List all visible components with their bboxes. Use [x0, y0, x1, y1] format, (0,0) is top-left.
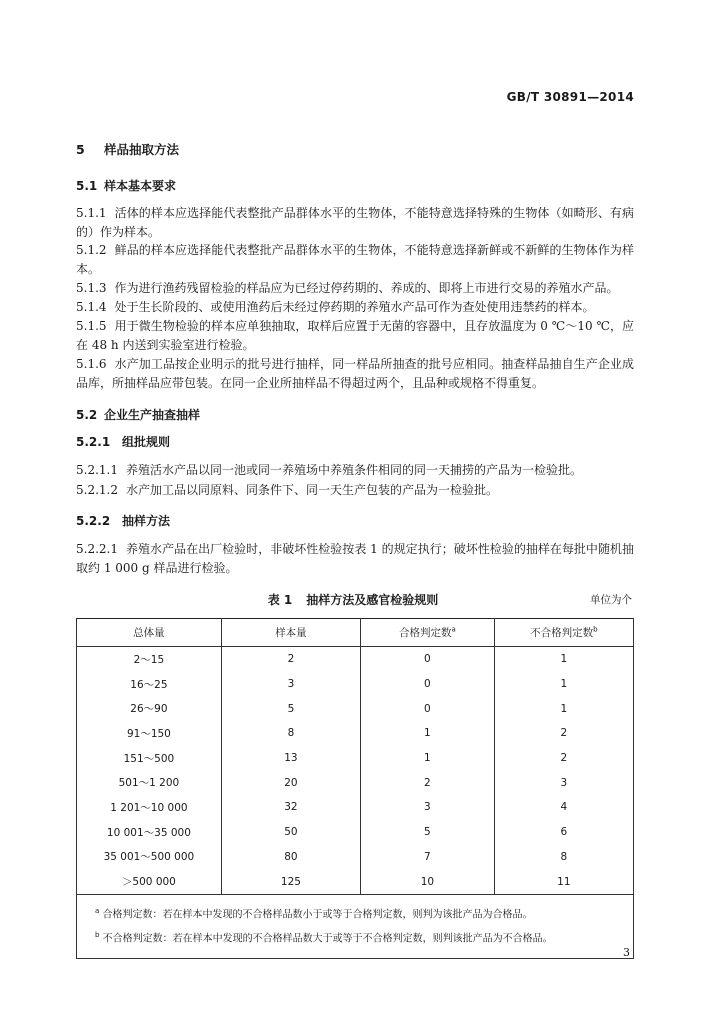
cell-total: 26～90 — [77, 696, 222, 721]
cell-total: 1 201～10 000 — [77, 795, 222, 820]
clause-text: 养殖活水产品以同一池或同一养殖场中养殖条件相同的同一天捕捞的产品为一检验批。 — [125, 463, 582, 477]
cell-total: 16～25 — [77, 672, 222, 697]
section-title: 样品抽取方法 — [104, 142, 180, 157]
cell-sample: 50 — [221, 820, 360, 845]
cell-sample: 80 — [221, 845, 360, 870]
cell-total: 151～500 — [77, 746, 222, 771]
header-accept-label: 合格判定数 — [399, 627, 452, 639]
section-number: 5 — [76, 142, 85, 157]
header-reject — [494, 619, 633, 647]
cell-accept: 1 — [361, 746, 495, 771]
clause-text: 作为进行渔药残留检验的样品应为已经过停药期的、养成的、即将上市进行交易的养殖水产品。 — [114, 281, 619, 295]
cell-total: 2～15 — [77, 647, 222, 672]
table-row — [77, 696, 634, 721]
table-row — [77, 746, 634, 771]
footnote-a-text: 合格判定数：若在样本中发现的不合格样品数小于或等于合格判定数，则判为该批产品为合格品。 — [102, 909, 533, 921]
section-5-heading — [76, 140, 179, 158]
clause-5-1-4 — [76, 298, 634, 317]
cell-reject: 1 — [494, 647, 633, 672]
cell-accept: 0 — [361, 647, 495, 672]
clause-number: 5.2.1.1 — [76, 463, 118, 477]
clause-5-1-2 — [76, 241, 634, 279]
footnote-b-marker: b — [95, 931, 100, 940]
cell-reject: 6 — [494, 820, 633, 845]
section-title: 样本基本要求 — [104, 179, 177, 193]
cell-reject: 3 — [494, 770, 633, 795]
cell-sample: 32 — [221, 795, 360, 820]
page-number: 3 — [623, 946, 630, 959]
clause-text: 鲜品的样本应选择能代表整批产品群体水平的生物体，不能特意选择新鲜或不新鲜的生物体作为样本。 — [76, 243, 634, 276]
cell-reject: 1 — [494, 696, 633, 721]
clause-number: 5.1.3 — [76, 281, 107, 295]
section-5-2-2-heading — [76, 512, 170, 529]
standard-number: GB/T 30891—2014 — [506, 90, 634, 104]
clause-text: 水产加工品以同原料、同条件下、同一天生产包装的产品为一检验批。 — [125, 483, 498, 497]
section-title: 企业生产抽查抽样 — [104, 408, 201, 422]
table-notes-row — [77, 894, 634, 958]
cell-sample: 13 — [221, 746, 360, 771]
clause-5-2-2-1 — [76, 540, 634, 578]
clause-5-1-6 — [76, 355, 634, 393]
section-title: 抽样方法 — [122, 514, 171, 528]
cell-reject: 8 — [494, 845, 633, 870]
cell-total: 10 001～35 000 — [77, 820, 222, 845]
clause-5-2-1-1 — [76, 461, 634, 480]
table-row — [77, 672, 634, 697]
clause-number: 5.1.1 — [76, 206, 107, 220]
clause-text: 用于微生物检验的样本应单独抽取，取样后应置于无菌的容器中，且存放温度为 0 ℃～10 ℃，应在 48 h 内送到实验室进行检验。 — [76, 319, 634, 352]
section-number: 5.2.1 — [76, 435, 111, 449]
clause-number: 5.1.4 — [76, 300, 107, 314]
section-number: 5.1 — [76, 179, 98, 193]
cell-accept: 1 — [361, 721, 495, 746]
table-row — [77, 869, 634, 894]
cell-sample: 125 — [221, 869, 360, 894]
cell-reject: 11 — [494, 869, 633, 894]
cell-accept: 10 — [361, 869, 495, 894]
table-unit: 单位为个 — [590, 594, 632, 606]
sampling-table — [76, 618, 634, 959]
cell-total: ＞500 000 — [77, 869, 222, 894]
footnote-a — [95, 901, 623, 925]
clause-5-1-3 — [76, 279, 634, 298]
table-notes — [77, 894, 634, 958]
cell-accept: 7 — [361, 845, 495, 870]
header-reject-label: 不合格判定数 — [530, 627, 594, 639]
cell-total: 91～150 — [77, 721, 222, 746]
cell-reject: 1 — [494, 672, 633, 697]
clause-5-2-1-2 — [76, 481, 634, 500]
footnote-b — [95, 925, 623, 949]
cell-sample: 3 — [221, 672, 360, 697]
clause-number: 5.2.1.2 — [76, 483, 118, 497]
cell-sample: 20 — [221, 770, 360, 795]
cell-accept: 3 — [361, 795, 495, 820]
cell-sample: 8 — [221, 721, 360, 746]
cell-total: 35 001～500 000 — [77, 845, 222, 870]
cell-sample: 2 — [221, 647, 360, 672]
footnote-b-text: 不合格判定数：若在样本中发现的不合格样品数大于或等于不合格判定数，则判该批产品为不合格品。 — [102, 933, 553, 945]
cell-accept: 0 — [361, 672, 495, 697]
table-title: 抽样方法及感官检验规则 — [306, 593, 439, 607]
clause-number: 5.2.2.1 — [76, 542, 118, 556]
table-header-row — [77, 619, 634, 647]
clause-number: 5.1.2 — [76, 243, 107, 257]
table-row — [77, 647, 634, 672]
cell-accept: 0 — [361, 696, 495, 721]
footnote-a-marker: a — [95, 906, 100, 915]
footnote-marker-a: a — [451, 625, 456, 634]
cell-sample: 5 — [221, 696, 360, 721]
cell-reject: 4 — [494, 795, 633, 820]
table-row — [77, 820, 634, 845]
table-row — [77, 845, 634, 870]
clause-text: 活体的样本应选择能代表整批产品群体水平的生物体，不能特意选择特殊的生物体（如畸形、有病的）作为样本。 — [76, 206, 634, 239]
clause-number: 5.1.6 — [76, 357, 107, 371]
header-accept — [361, 619, 495, 647]
clause-5-1-5 — [76, 317, 634, 355]
cell-reject: 2 — [494, 721, 633, 746]
clause-number: 5.1.5 — [76, 319, 107, 333]
clause-5-1-1 — [76, 204, 634, 242]
clause-text: 水产加工品按企业明示的批号进行抽样，同一样品所抽查的批号应相同。抽查样品抽自生产企业成品库，所抽样品应带包装。在同一企业所抽样品不得超过两个，且品种或规格不得重复。 — [76, 357, 634, 390]
cell-reject: 2 — [494, 746, 633, 771]
table-number: 表 1 — [267, 593, 293, 607]
table-row — [77, 770, 634, 795]
section-number: 5.2.2 — [76, 514, 111, 528]
cell-total: 501～1 200 — [77, 770, 222, 795]
section-5-2-heading — [76, 406, 200, 423]
header-total: 总体量 — [77, 619, 222, 647]
section-5-2-1-heading — [76, 433, 170, 450]
table-row — [77, 795, 634, 820]
clause-text: 养殖水产品在出厂检验时，非破坏性检验按表 1 的规定执行；破坏性检验的抽样在每批中随机抽取约 1 000 g 样品进行检验。 — [76, 542, 634, 575]
cell-accept: 5 — [361, 820, 495, 845]
table-row — [77, 721, 634, 746]
section-5-1-heading — [76, 177, 176, 194]
footnote-marker-b: b — [593, 625, 598, 634]
clause-text: 处于生长阶段的、或使用渔药后未经过停药期的养殖水产品可作为查处使用违禁药的样本。 — [114, 300, 595, 314]
cell-accept: 2 — [361, 770, 495, 795]
section-title: 组批规则 — [122, 435, 171, 449]
section-number: 5.2 — [76, 408, 98, 422]
header-sample: 样本量 — [221, 619, 360, 647]
